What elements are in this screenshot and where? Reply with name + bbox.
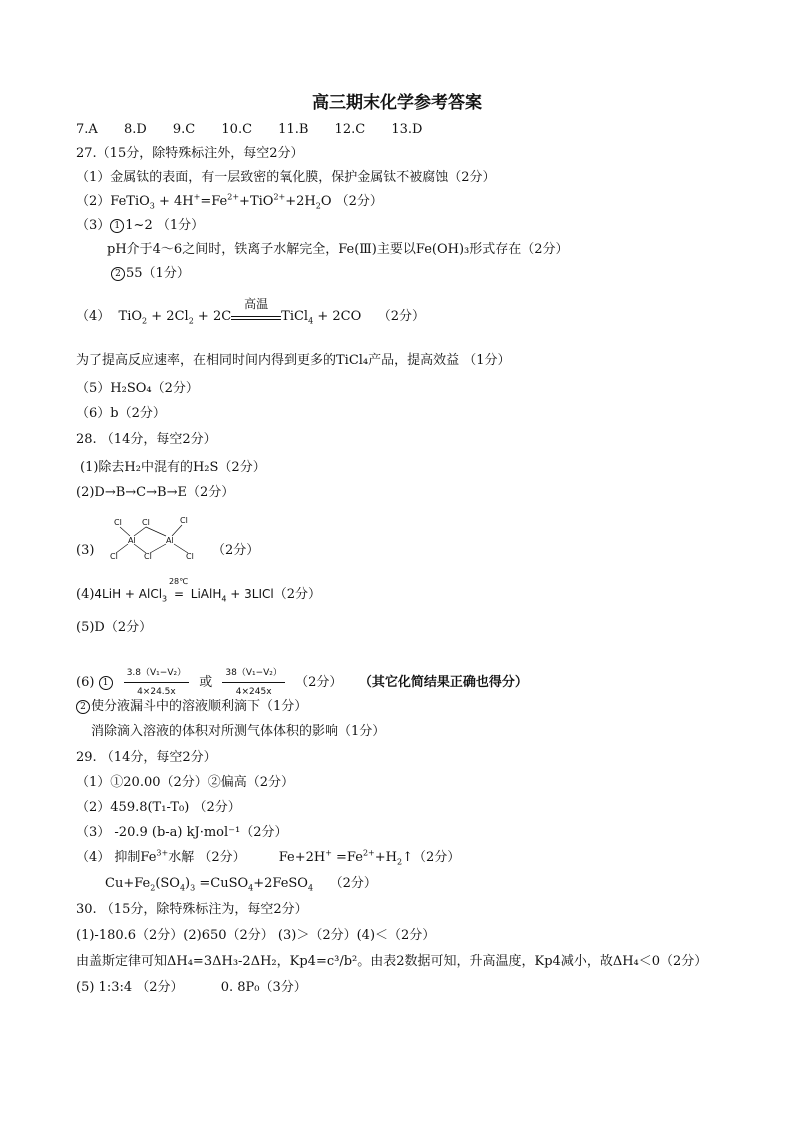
chlorine-atom: Cl	[142, 518, 150, 527]
q30-answer-5	[76, 980, 307, 996]
chlorine-atom: Cl	[144, 552, 152, 561]
q29-a4-mid: 水解 （2分）	[168, 850, 246, 865]
q28-header: 28. （14分，每空2分）	[76, 432, 217, 447]
q28-answer-5: (5)D（2分）	[76, 620, 153, 635]
reaction-condition	[231, 297, 281, 320]
mc-answer: 13.D	[391, 122, 423, 137]
mc-answer: 10.C	[221, 122, 253, 137]
mc-answer: 11.B	[278, 122, 309, 137]
q28-a6-part2-text: 使分液漏斗中的溶液顺利滴下（1分）	[91, 699, 308, 714]
mc-answer: 7.A	[76, 122, 98, 137]
q28-answer-2: (2)D→B→C→B→E（2分）	[76, 485, 235, 500]
fraction-expression	[222, 665, 285, 700]
reaction-condition-text: 28℃	[168, 577, 189, 586]
q27-a4-score: （2分）	[377, 309, 426, 324]
q27-a4-prefix: （4）	[76, 309, 111, 324]
page-title: 高三期末化学参考答案	[312, 93, 482, 113]
q27-a3-part2-value: 55（1分）	[126, 266, 190, 281]
q28-answer-1: (1)除去H₂中混有的H₂S（2分）	[80, 460, 266, 475]
aluminium-atom: Al	[128, 536, 136, 545]
q30-a5-pressure: 0. 8P₀（3分）	[220, 980, 307, 995]
q29-a4-prefix: （4） 抑制	[76, 850, 141, 865]
q27-a2-score: （2分）	[335, 194, 383, 209]
q27-answer-1: （1）金属钛的表面，有一层致密的氧化膜，保护金属钛不被腐蚀（2分）	[76, 170, 496, 185]
q29-answer-1: （1）①20.00（2分）②偏高（2分）	[76, 775, 295, 790]
fraction-expression	[124, 665, 189, 700]
q30-a5-ratio: (5) 1:3:4 （2分）	[76, 980, 184, 995]
q27-header: 27.（15分，除特殊标注外，每空2分）	[76, 146, 304, 161]
q27-answer-4	[76, 297, 426, 326]
fraction-denominator: 4×24.5x	[137, 687, 176, 697]
circled-number: 2	[76, 700, 90, 714]
chlorine-atom: Cl	[110, 552, 118, 561]
q30-a4-note: 由盖斯定律可知ΔH₄=3ΔH₃-2ΔH₂，Kp4=c³/b²。由表2数据可知，升高温度，Kp4减小，故ΔH₄＜0（2分）	[76, 954, 708, 969]
chlorine-atom: Cl	[186, 552, 194, 561]
q30-header: 30. （15分，除特殊标注为，每空2分）	[76, 902, 308, 917]
q30-answer-1: (1)-180.6（2分）(2)650（2分） (3)＞（2分）(4)＜（2分）	[76, 928, 436, 943]
fraction-numerator: 38（V₁−V₂）	[222, 665, 285, 683]
reaction-condition: 28℃ =	[171, 586, 187, 602]
q29-header: 29. （14分，每空2分）	[76, 750, 217, 765]
q27-a2-prefix: （2）	[76, 194, 111, 209]
circled-number: 2	[111, 267, 125, 281]
q29-a4-score: （2分）	[412, 850, 461, 865]
circled-number: 1	[99, 676, 113, 690]
q28-a6-part2	[76, 699, 307, 715]
q27-a4-equation: $TiO_2 + 2Cl_2 + 2C$ 高温 TiCl$_4$ + 2CO	[114, 297, 362, 326]
q27-answer-5: （5）H₂SO₄（2分）	[76, 381, 199, 396]
reaction-condition-text: 高温	[244, 297, 269, 311]
q27-a2-equation: FeTiO$_3$ + $4H^+=Fe^{2+}+TiO^{2+}+2H_2O$	[110, 192, 332, 211]
q28-answer-6	[76, 665, 528, 700]
q29-answer-4: （4） 抑制$Fe^{3+}$水解 （2分） $Fe+2H^+ =Fe^{2+}+H_2↑(2$分）	[76, 848, 461, 867]
aluminium-atom: Al	[166, 536, 174, 545]
q27-a3-value: 1~2 （1分）	[125, 218, 205, 233]
q27-a3-note: pH介于4～6之间时，铁离子水解完全，Fe(Ⅲ)主要以Fe(OH)₃形式存在（2分）	[107, 242, 569, 257]
al2cl6-structure	[102, 512, 212, 562]
fraction-numerator: 3.8（V₁−V₂）	[124, 665, 189, 683]
circled-number: 1	[110, 219, 124, 233]
q28-a4-score: （2分）	[273, 587, 322, 602]
q29-answer-3: （3） -20.9 (b-a) kJ·mol⁻¹（2分）	[76, 825, 288, 840]
q27-answer-2	[76, 194, 383, 210]
q29-a4-eq2-score: （2分）	[329, 876, 377, 891]
q29-a4-equation-1: $Fe+2H^+ =Fe^{2+}+H_2↑$	[278, 848, 413, 867]
q29-a4-equation-2	[105, 876, 377, 892]
chlorine-atom: Cl	[180, 516, 188, 525]
q28-a6-score: （2分）	[295, 675, 343, 690]
q27-a3-prefix: （3）	[76, 218, 111, 233]
q28-answer-4	[76, 577, 322, 604]
q28-a6-note: （其它化简结果正确也得分）	[358, 675, 528, 690]
mc-answer: 8.D	[123, 122, 147, 137]
q28-a4-prefix: (4)	[76, 587, 95, 602]
chlorine-atom: Cl	[114, 518, 122, 527]
mc-answer: 12.C	[334, 122, 366, 137]
fraction-denominator: 4×245x	[235, 687, 272, 697]
q27-a4-note: 为了提高反应速率，在相同时间内得到更多的TiCl₄产品，提高效益 （1分）	[76, 353, 511, 368]
q27-a3-part2	[111, 266, 190, 282]
q27-answer-6: （6）b（2分）	[76, 406, 166, 421]
q27-answer-3	[76, 218, 204, 234]
q28-a3-score: （2分）	[212, 543, 260, 558]
q29-a4-equation-2-text: $Cu+Fe_2(SO_4)_3$ =CuSO$_4$+2FeSO$_4$	[105, 876, 314, 893]
q28-a6-prefix: (6)	[76, 675, 95, 690]
mc-answer: 9.C	[172, 122, 196, 137]
q28-a4-equation: 4LiH + AlCl$_3$ 28℃ = LiAlH$_4$ + 3LICl	[94, 587, 273, 601]
or-word: 或	[199, 675, 213, 690]
q28-a3-prefix: (3)	[76, 543, 95, 558]
multiple-choice-answers	[76, 122, 444, 138]
q28-a6-part3: 消除滴入溶液的体积对所测气体体积的影响（1分）	[91, 724, 386, 739]
q29-answer-2: （2）459.8(T₁-T₀) （2分）	[76, 800, 241, 815]
